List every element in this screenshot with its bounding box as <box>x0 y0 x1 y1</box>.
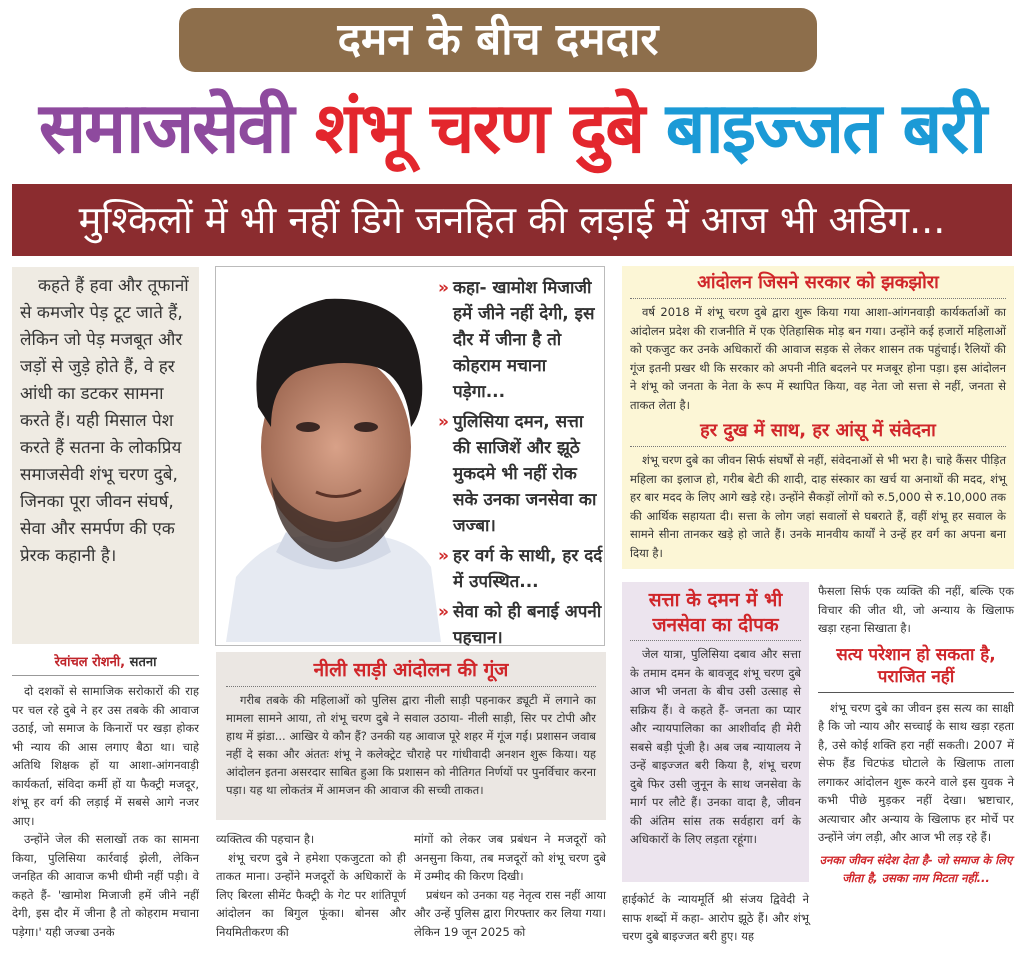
paragraph: मांगों को लेकर जब प्रबंधन ने मजदूरों को अनसुना किया, तब मजदूरों को शंभू चरण दुबे में उम्मीद की किरण दिखी। <box>414 832 606 883</box>
deepak-box <box>622 582 809 882</box>
section-title: नीली साड़ी आंदोलन की गूंज <box>313 659 509 681</box>
closing-quote: उनका जीवन संदेश देता है- जो समाज के लिए जीता है, उसका नाम मिटता नहीं... <box>819 852 1013 885</box>
byline-city: सतना <box>129 655 157 670</box>
quote-item <box>438 543 603 595</box>
right-column <box>818 582 1014 887</box>
paragraph: फैसला सिर्फ एक व्यक्ति की नहीं, बल्कि एक विचार की जीत थी, जो अन्याय के खिलाफ खड़ा रहना सिखाता है। <box>818 584 1014 635</box>
byline-source: रेवांचल रोशनी, <box>54 655 126 670</box>
paragraph: प्रबंधन को उनका यह नेतृत्व रास नहीं आया और उन्हें पुलिस द्वारा गिरफ्तार कर लिया गया। लेकिन 19 जून 2025 को <box>414 887 606 939</box>
paragraph: शंभू चरण दुबे का जीवन इस सत्य का साक्षी है कि जो न्याय और सच्चाई के साथ खड़ा रहता है, उसे कोई शक्ति हरा नहीं सकती। 2007 में सेफ हैंड चिटफंड घोटाले के खिलाफ ताला लगाकर आंदोलन शुरू करने वाले इस युवक ने कभी पीछे मुड़कर नहीं देखा। भ्रष्टाचार, अत्याचार और अन्याय के खिलाफ हर मोर्चे पर उन्होंने जंग लड़ी, और आज भी लड़ रहे हैं। <box>818 700 1014 844</box>
intro-box <box>12 267 199 644</box>
paragraph: दो दशकों से सामाजिक सरोकारों की राह पर चल रहे दुबे ने हर उस तबके की आवाज उठाई, जो समाज के किनारों पर खड़ा होकर भी न्याय की आस लगाए बैठा था। चाहे अतिथि शिक्षक हों या आशा-आंगनवाड़ी कार्यकर्ता, संविदा कर्मी हों या फैक्ट्री मजदूर, शंभू हर वर्ग की लड़ाई में सबसे आगे नजर आए। <box>12 684 199 828</box>
portrait-photo <box>216 277 446 642</box>
section-title: हर दुख में साथ, हर आंसू में संवेदना <box>700 420 936 441</box>
dotted-divider <box>630 446 1006 447</box>
section-text: गरीब तबके की महिलाओं को पुलिस द्वारा नीली साड़ी पहनाकर ड्यूटी में लगाने का मामला सामने आया, तो शंभू चरण दुबे ने सवाल उठाया- नीली साड़ी, सिर पर टोपी और हाथ में झंडा... आखिर ये कौन हैं? उनकी यह आवाज पूरे शहर में गूंज गई। प्रशासन जवाब नहीं दे सका और अंततः शंभू ने कलेक्ट्रेट चौराहे पर गांधीवादी अनशन शुरू किया। यह आंदोलन इतना असरदार साबित हुआ कि प्रशासन को नीतिगत निर्णयों पर पुनर्विचार करना पड़ा। यह था लोकतंत्र में आमजन की आवाज की सच्ची ताकत। <box>226 693 596 797</box>
quote-text: पुलिसिया दमन, सत्ता की साजिशें और झूठे मुकदमे भी नहीं रोक सके उनका जनसेवा का जज्बा। <box>452 412 597 536</box>
dotted-divider <box>226 686 596 687</box>
section-title: आंदोलन जिसने सरकार को झकझोरा <box>697 272 939 293</box>
headline-part-acquitted: बाइज्जत बरी <box>665 87 986 169</box>
quote-item <box>438 409 603 539</box>
quote-text: कहा- खामोश मिजाजी हमें जीने नहीं देगी, इस दौर में जीना है तो कोहराम मचाना पड़ेगा... <box>452 278 595 402</box>
byline <box>12 652 199 676</box>
quote-text: हर वर्ग के साथी, हर दर्द में उपस्थित... <box>452 546 603 592</box>
quote-item <box>438 275 603 405</box>
dotted-divider <box>630 640 801 641</box>
photo-quote-box <box>215 266 605 646</box>
court-text: हाईकोर्ट के न्यायमूर्ति श्री संजय द्विवेदी ने साफ शब्दों में कहा- आरोप झूठे हैं। और शंभू चरण दुबे बाइज्जत बरी हुए। यह <box>622 892 809 943</box>
section-text: शंभू चरण दुबे का जीवन सिर्फ संघर्षों से नहीं, संवेदनाओं से भी भरा है। चाहे कैंसर पीड़ित महिला का इलाज हो, गरीब बेटी की शादी, दाह संस्कार का खर्च या अनाथों की मदद, शंभू हर बार मदद के लिए आगे खड़े रहे। उन्होंने सैकड़ों लोगों को रु.5,000 से रु.10,000 तक की आर्थिक सहायता दी। सत्ता के लोग जहां सवालों से घबराते हैं, वहीं शंभू हर सवाल के सामने सीना तानकर खड़े हो जाते हैं। उनके मानवीय कार्यों ने उन्हें हर वर्ग का अपना बना दिया है। <box>630 453 1006 560</box>
intro-text: कहते हैं हवा और तूफानों से कमजोर पेड़ टूट जाते हैं, लेकिन जो पेड़ मजबूत और जड़ों से जुड़े होते हैं, वे हर आंधी का डटकर सामना करते हैं। यही मिसाल पेश करते हैं सतना के लोकप्रिय समाजसेवी शंभू चरण दुबे, जिनका पूरा जीवन संघर्ष, सेवा और समर्पण की एक प्रेरक कहानी है। <box>20 276 189 566</box>
neeli-sadi-box <box>216 652 606 820</box>
dotted-divider <box>630 298 1006 299</box>
quote-item <box>438 599 603 651</box>
section-text: वर्ष 2018 में शंभू चरण दुबे द्वारा शुरू किया गया आशा-आंगनवाड़ी कार्यकर्ताओं का आंदोलन प्रदेश की राजनीति में एक ऐतिहासिक मोड़ बन गया। उन्होंने कई हजारों महिलाओं को एकजुट कर उनके अधिकारों की आवाज सड़क से लेकर शासन तक पहुंचाई। रैलियों की गूंज इतनी प्रखर थी कि सरकार को अपनी नीति बदलने पर मजबूर होना पड़ा। इस आंदोलन ने शंभू को जनता के नेता के रूप में स्थापित किया, वह नेता जो सत्ता से नहीं, जनता से ताकत लेता है। <box>630 305 1006 412</box>
quote-text: सेवा को ही बनाई अपनी पहचान। <box>452 602 602 648</box>
middle-body-column-2 <box>414 830 606 941</box>
double-chevron-icon: » <box>438 278 449 298</box>
section-title: सत्ता के दमन में भी जनसेवा का दीपक <box>648 589 783 636</box>
section-title: सत्य परेशान हो सकता है, पराजित नहीं <box>818 644 1014 693</box>
double-chevron-icon: » <box>438 412 449 432</box>
quote-list <box>438 275 603 655</box>
andolan-box <box>622 266 1014 569</box>
headline-part-social-worker: समाजसेवी <box>38 87 293 169</box>
double-chevron-icon: » <box>438 546 449 566</box>
paragraph: उन्होंने जेल की सलाखों तक का सामना किया, पुलिसिया कार्रवाई झेली, लेकिन जनहित की आवाज कभी धीमी नहीं पड़ी। वे कहते हैं- 'खामोश मिजाजी हमें जीने नहीं देगी, इस दौर में जीना है तो कोहराम मचाना पड़ेगा।' यही जज्बा उनके <box>12 832 199 939</box>
left-body-text <box>12 682 199 941</box>
paragraph: व्यक्तित्व की पहचान है। <box>216 832 315 846</box>
paragraph: शंभू चरण दुबे ने हमेशा एकजुटता को ही ताकत माना। उन्होंने मजदूरों के अधिकारों के लिए बिरला सीमेंट फैक्ट्री के गेट पर शांतिपूर्ण आंदोलन का बिगुल फूंका। बोनस और नियमितीकरण की <box>216 850 406 939</box>
middle-body-column-1 <box>216 830 406 941</box>
subheadline-banner: मुश्किलों में भी नहीं डिगे जनहित की लड़ाई में आज भी अडिग... <box>12 184 1012 256</box>
headline-part-name: शंभू चरण दुबे <box>314 87 644 169</box>
double-chevron-icon: » <box>438 602 449 622</box>
section-text: जेल यात्रा, पुलिसिया दबाव और सत्ता के तमाम दमन के बावजूद शंभू चरण दुबे आज भी जनता के बीच उसी उत्साह से सक्रिय हैं। वे कहते हैं- जनता का प्यार और न्यायपालिका का आशीर्वाद ही मेरी सबसे बड़ी पूंजी है। अब जब न्यायालय ने उन्हें बाइज्जत बरी किया है, शंभू चरण दुबे फिर उसी जुनून के साथ जनसेवा के मार्ग पर लौटे हैं। उनका वादा है, जीवन की अंतिम सांस तक सर्वहारा वर्ग के अधिकारों के लिए लड़ता रहूंगा। <box>630 647 801 846</box>
main-headline <box>0 78 1024 178</box>
kicker-headline: दमन के बीच दमदार <box>179 8 817 72</box>
